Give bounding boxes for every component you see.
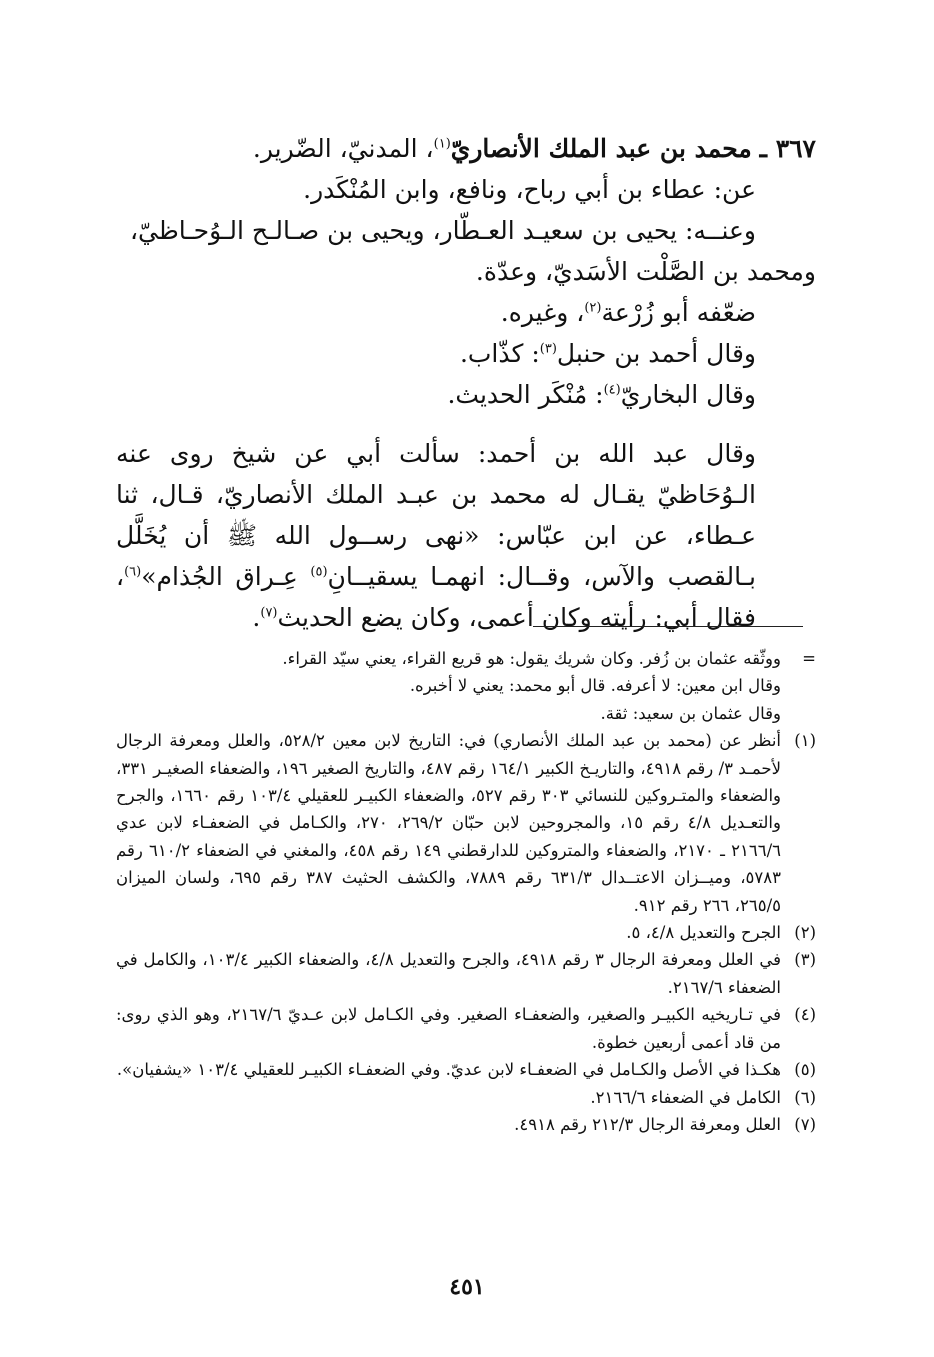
grading-3-text: وقال البخاريّ (620, 380, 756, 409)
footnote-text: الكامل في الضعفاء ٢١٦٦/٦. (590, 1087, 781, 1107)
students-line-2: ومحمد بن الصَّلْت الأسَديّ، وعدّة. (475, 257, 816, 286)
story-part-d: . (252, 603, 261, 632)
footnote-ref-4[interactable]: (٤) (603, 382, 621, 398)
footnote-text: أنظر عن (محمد بن عبد الملك الأنصاري) في: التاريخ لابن معين ٥٢٨/٢، والعلل ومعرفة الرجال لأحمـد ٣/ رقم ٤٩١٨، والتاريـخ الكبير ١٦٤/١ رقم ٤٨٧، والتاريخ الصغير ١٩٦، والضعفاء الصغيـر ٣٣١، والضعفاء والمتـروكين للنسائي ٣٠٣ رقم ٥٢٧، والضعفاء الكبيـر للعقيلي ١٠٣/٤ رقم ١٦٦٠، والجرح والتعـديل ٤/٨ رقم ١٥، والمجروحين لابن حبّان ٢٦٩/٢، ٢٧٠، والكـامل في الضعفـاء لابن عدي ٢١٦٦/٦ ـ ٢١٧٠، والضعفاء والمتروكين للدارقطني ١٤٩ رقم ٤٥٨، والمغني في الضعفاء ٦١٠/٢ رقم ٥٧٨٣، وميــزان الاعتــدال ٦٣١/٣ رقم ٧٨٨٩، والكشف الحثيث ٣٨٧ رقم ٦٩٥، ولسان الميزان ٢٦٥/٥، ٢٦٦ رقم ٩١٢. (116, 731, 782, 915)
footnote-continued-3 (116, 700, 816, 727)
footnote-ref-7[interactable]: (٧) (260, 605, 278, 621)
footnote-text: وقال عثمان بن سعيد: ثقة. (600, 703, 781, 723)
footnote-continued-2 (116, 672, 816, 699)
footnote-ref-3[interactable]: (٣) (539, 341, 557, 357)
footnote-5 (116, 1056, 816, 1083)
grading-1-text: ضعّفه أبو زُرْعة (601, 298, 756, 327)
footnote-number: (٣) (794, 950, 816, 970)
page-number: ٤٥١ (449, 1274, 485, 1300)
grading-1-end: ، وغيره. (500, 298, 585, 327)
footnote-ref-1[interactable]: (١) (433, 136, 451, 152)
entry-number: ٣٦٧ ـ (759, 134, 816, 163)
story-paragraph (116, 433, 816, 638)
story-part-c: ، فقال أبي: رأيته وكان أعمى، وكان يضع الحديث (116, 562, 756, 632)
footnote-continued-1 (116, 645, 816, 672)
footnote-divider (533, 626, 803, 627)
story-part-a: وقال عبد الله بن أحمد: سألت أبي عن شيخ روى عنه الـوُحَاظيّ يقـال له محمد بن عبـد الملك الأنصاريّ، قـال، ثنا عـطاء، عن ابن عبّاس: «نهى رســول الله ﷺ أن يُخَلَّل بـالقصب والآس، وقــال: انهمـا يسقيــانِ (116, 439, 756, 591)
grading-2-end: : كذّاب. (459, 339, 540, 368)
grading-3-end: : مُنْكَر الحديث. (447, 380, 604, 409)
footnote-ref-6[interactable]: (٦) (124, 564, 142, 580)
footnote-3 (116, 946, 816, 1001)
footnotes (116, 645, 816, 1138)
students-line-1: وعنــه: يحيى بن سعيـد العـطّار، ويحيى بن صـالـح الـوُحـاظيّ، (129, 216, 756, 245)
footnote-text: هكـذا في الأصل والكـامل في الضعفـاء لابن عديّ. وفي الضعفـاء الكبيـر للعقيلي ١٠٣/٤ «يشفيان». (116, 1060, 781, 1080)
entry-heading-rest: ، المدنيّ، الضّرير. (252, 134, 434, 163)
footnote-number: (٧) (794, 1114, 816, 1134)
main-text (116, 128, 816, 638)
footnote-number: (١) (794, 731, 816, 751)
footnote-2 (116, 919, 816, 946)
footnote-6 (116, 1084, 816, 1111)
footnote-text: ووثّقه عثمان بن زُفر. وكان شريك يقول: هو قريع القراء، يعني سيّد القراء. (282, 649, 781, 668)
footnote-number: (٤) (794, 1005, 816, 1025)
footnote-ref-2[interactable]: (٢) (584, 300, 602, 316)
grading-3 (116, 374, 816, 415)
entry-heading (116, 128, 816, 169)
grading-2 (116, 333, 816, 374)
footnote-number (781, 700, 816, 727)
footnote-text: وقال ابن معين: لا أعرفه. قال أبو محمد: يعني لا أخبره. (409, 676, 781, 696)
footnote-number: (٦) (794, 1087, 816, 1107)
footnote-number: (٢) (794, 923, 816, 943)
footnote-ref-5[interactable]: (٥) (310, 564, 328, 580)
footnote-1 (116, 727, 816, 919)
grading-2-text: وقال أحمد بن حنبل (556, 339, 756, 368)
grading-1 (116, 292, 816, 333)
entry-name: محمد بن عبد الملك الأنصاريّ (450, 134, 752, 163)
footnote-text: في العلل ومعرفة الرجال ٣ رقم ٤٩١٨، والجرح والتعديل ٤/٨، والضعفاء الكبير ١٠٣/٤، والكامل في الضعفاء ٢١٦٧/٦. (116, 950, 781, 997)
footnote-text: العلل ومعرفة الرجال ٢١٢/٣ رقم ٤٩١٨. (514, 1114, 781, 1134)
teachers-line: عن: عطاء بن أبي رباح، ونافع، وابن المُنْكَدر. (303, 175, 756, 204)
footnote-text: في تـاريخيه الكبيـر والصغير، والضعفـاء الصغير. وفي الكـامل لابن عـديّ ٢١٦٧/٦، وهو الذي روى: من قاد أعمى أربعين خطوة. (116, 1005, 781, 1052)
footnote-text: الجرح والتعديل ٤/٨، ٥. (626, 923, 781, 943)
footnote-number: = (802, 649, 816, 668)
footnote-7 (116, 1111, 816, 1138)
footnote-number: (٥) (794, 1060, 816, 1080)
footnote-number (781, 672, 816, 699)
footnote-4 (116, 1001, 816, 1056)
story-part-b: عِـراق الجُذام» (141, 562, 311, 591)
